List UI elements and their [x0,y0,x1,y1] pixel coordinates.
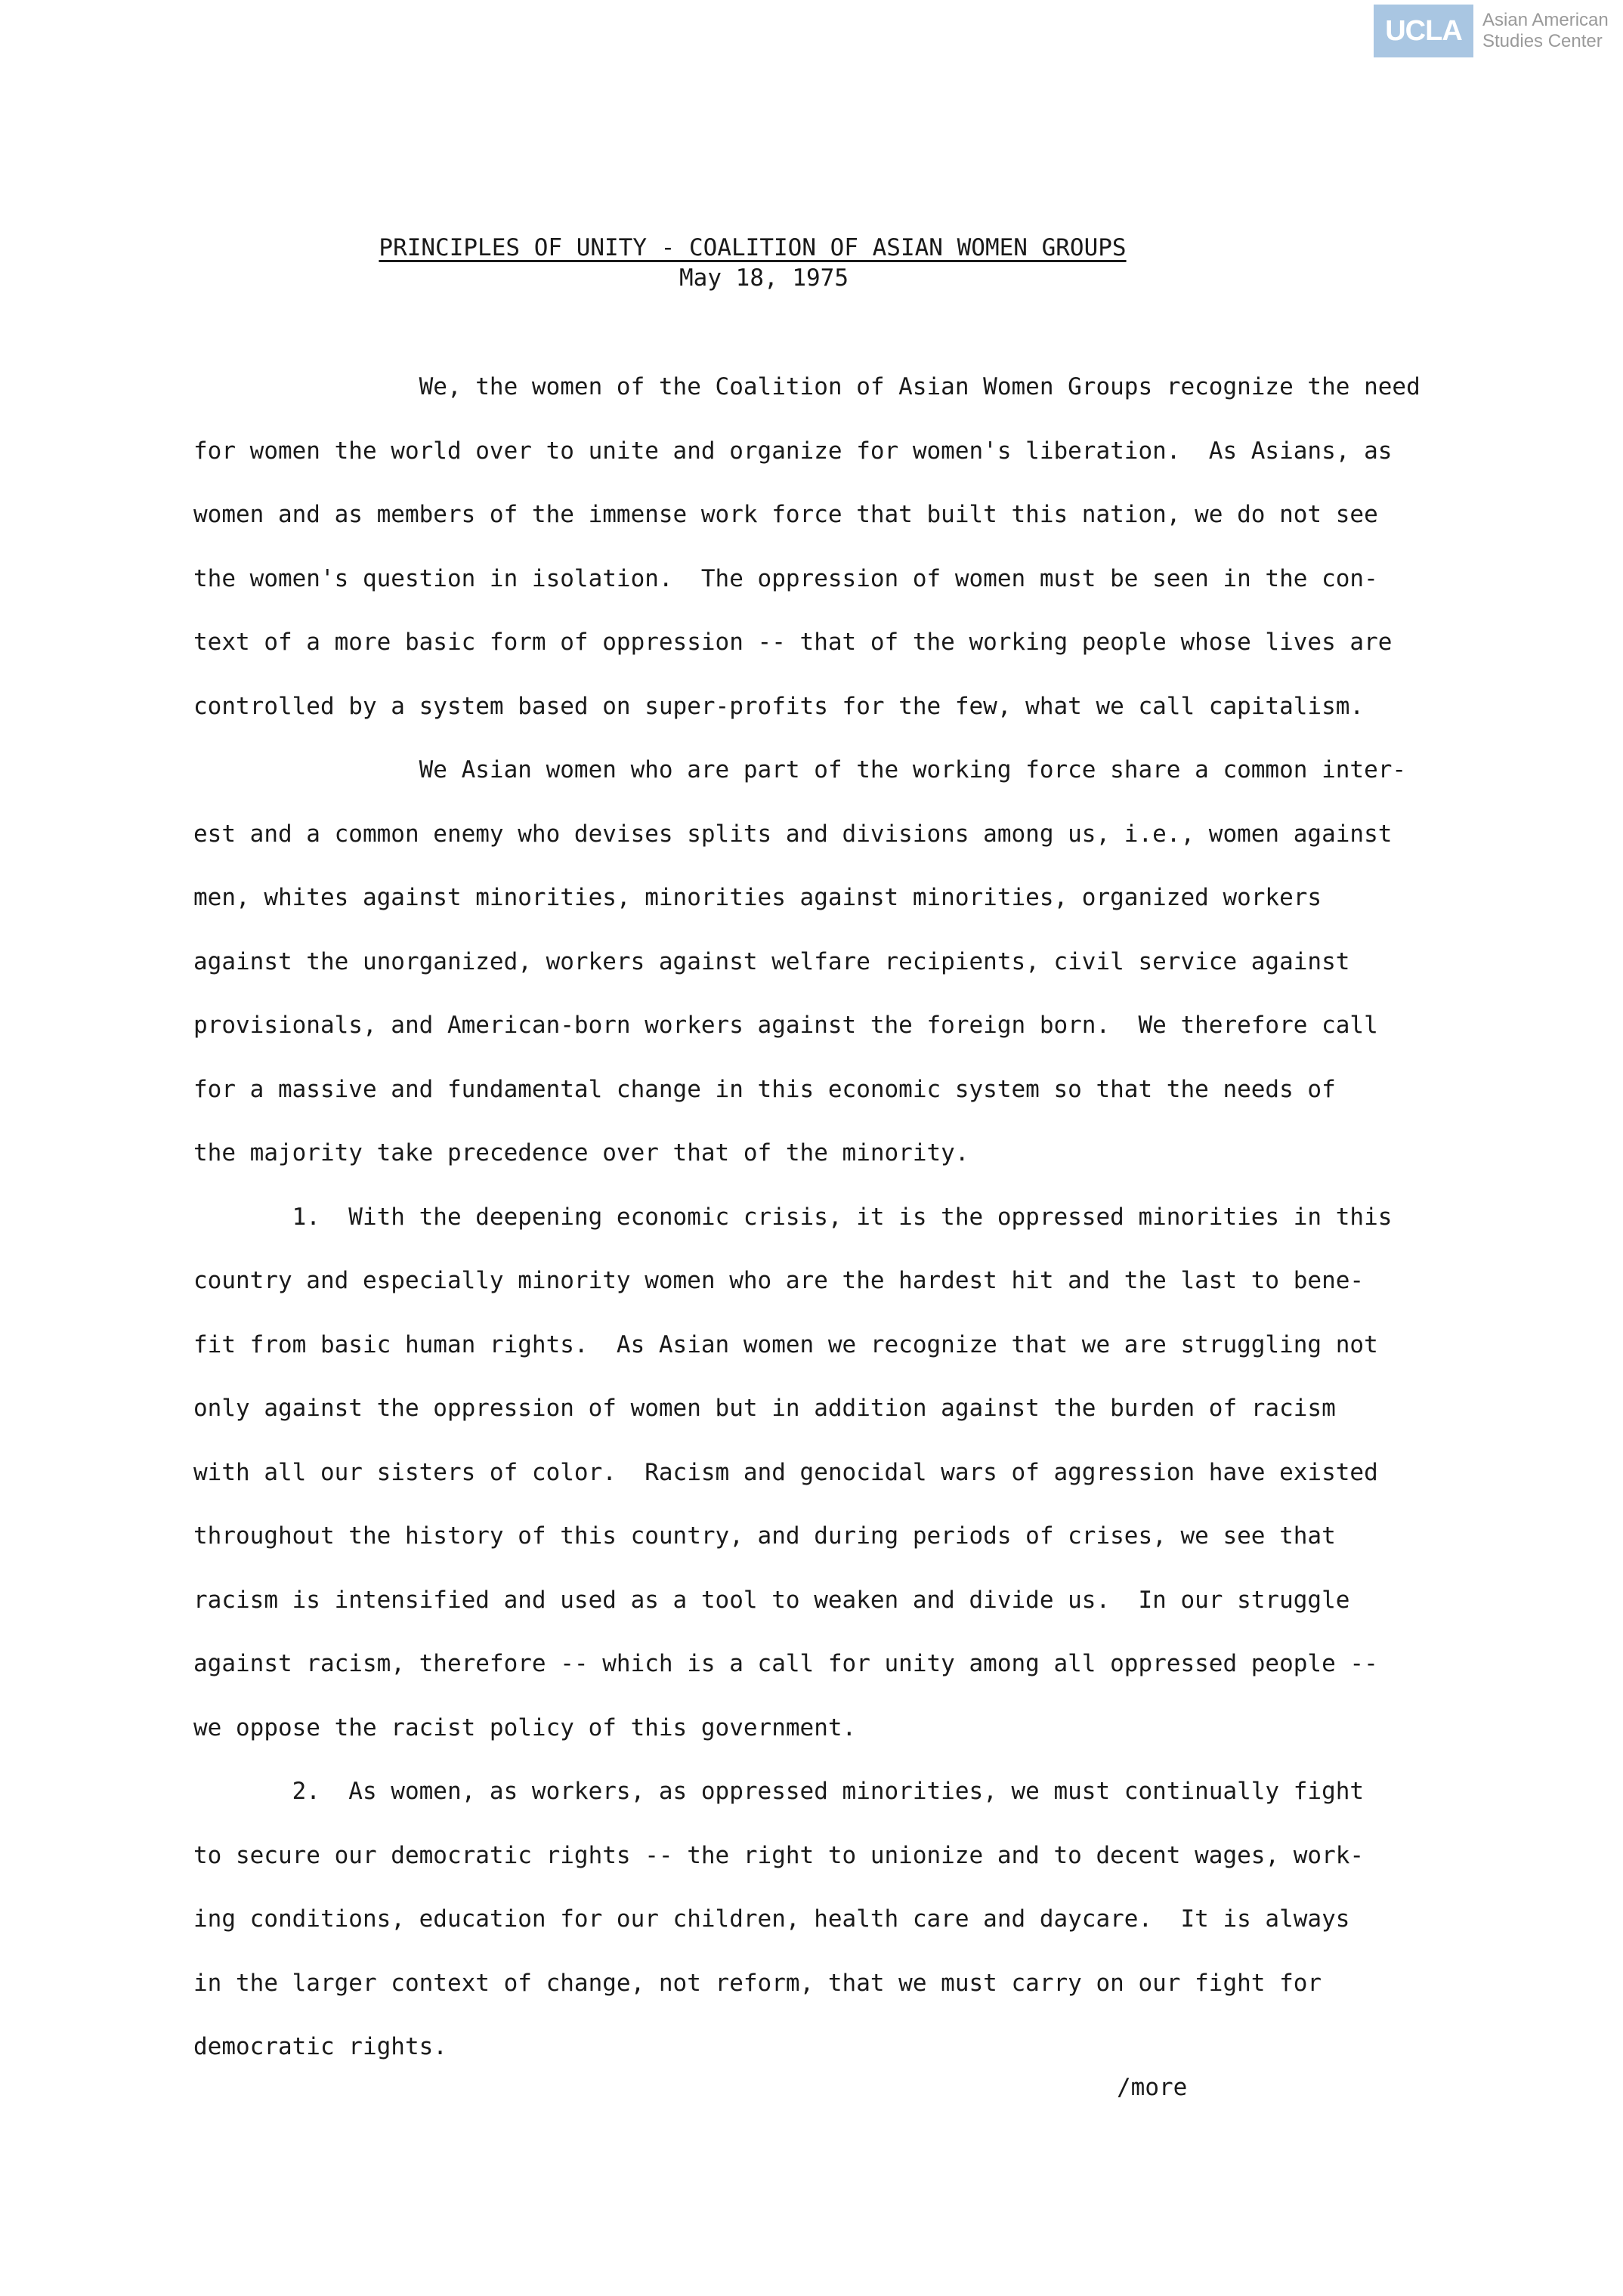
ucla-logo: UCLA [1374,5,1473,57]
text-line: in the larger context of change, not reform, that we must carry on our fight for [193,1969,1322,1997]
text-line: est and a common enemy who devises splits and divisions among us, i.e., women against [193,820,1393,848]
center-name [1482,10,1609,52]
center-name-line-2: Studies Center [1482,31,1603,51]
text-line: We, the women of the Coalition of Asian Women Groups recognize the need [193,373,1421,400]
text-line: against racism, therefore -- which is a call for unity among all oppressed people -- [193,1650,1378,1677]
text-line: democratic rights. [193,2033,447,2060]
text-line: ing conditions, education for our children, health care and daycare. It is always [193,1905,1350,1933]
text-line: controlled by a system based on super-profits for the few, what we call capitalism. [193,692,1365,720]
document-body [193,355,1421,2079]
continuation-marker: /more [1117,2074,1188,2101]
text-line: against the unorganized, workers against welfare recipients, civil service against [193,947,1350,975]
text-line: throughout the history of this country, and during periods of crises, we see that [193,1522,1336,1550]
text-line: for a massive and fundamental change in this economic system so that the needs of [193,1075,1336,1103]
document-date: May 18, 1975 [679,264,849,292]
text-line: men, whites against minorities, minorities against minorities, organized workers [193,884,1322,911]
text-line: the majority take precedence over that of the minority. [193,1139,969,1167]
text-line: country and especially minority women who are the hardest hit and the last to bene- [193,1267,1365,1294]
text-line: only against the oppression of women but in addition against the burden of racism [193,1395,1336,1422]
document-heading [0,233,1564,293]
text-line: 1. With the deepening economic crisis, it is the oppressed minorities in this [193,1203,1393,1231]
text-line: fit from basic human rights. As Asian women we recognize that we are struggling not [193,1330,1378,1358]
text-line: the women's question in isolation. The oppression of women must be seen in the con- [193,564,1378,592]
text-line: we oppose the racist policy of this government. [193,1714,857,1741]
text-line: women and as members of the immense work force that built this nation, we do not see [193,501,1378,528]
text-line: 2. As women, as workers, as oppressed minorities, we must continually fight [193,1778,1365,1805]
text-line: for women the world over to unite and organize for women's liberation. As Asians, as [193,437,1393,465]
text-line: racism is intensified and used as a tool to weaken and divide us. In our struggle [193,1586,1350,1614]
center-name-line-1: Asian American [1482,10,1609,30]
text-line: with all our sisters of color. Racism and genocidal wars of aggression have existed [193,1458,1378,1486]
text-line: provisionals, and American-born workers against the foreign born. We therefore call [193,1012,1378,1039]
ucla-badge [1374,5,1609,57]
text-line: to secure our democratic rights -- the right to unionize and to decent wages, work- [193,1841,1365,1869]
text-line: We Asian women who are part of the working force share a common inter- [193,756,1407,783]
text-line: text of a more basic form of oppression -- that of the working people whose lives are [193,629,1393,656]
document-title: PRINCIPLES OF UNITY - COALITION OF ASIAN WOMEN GROUPS [379,234,1127,261]
